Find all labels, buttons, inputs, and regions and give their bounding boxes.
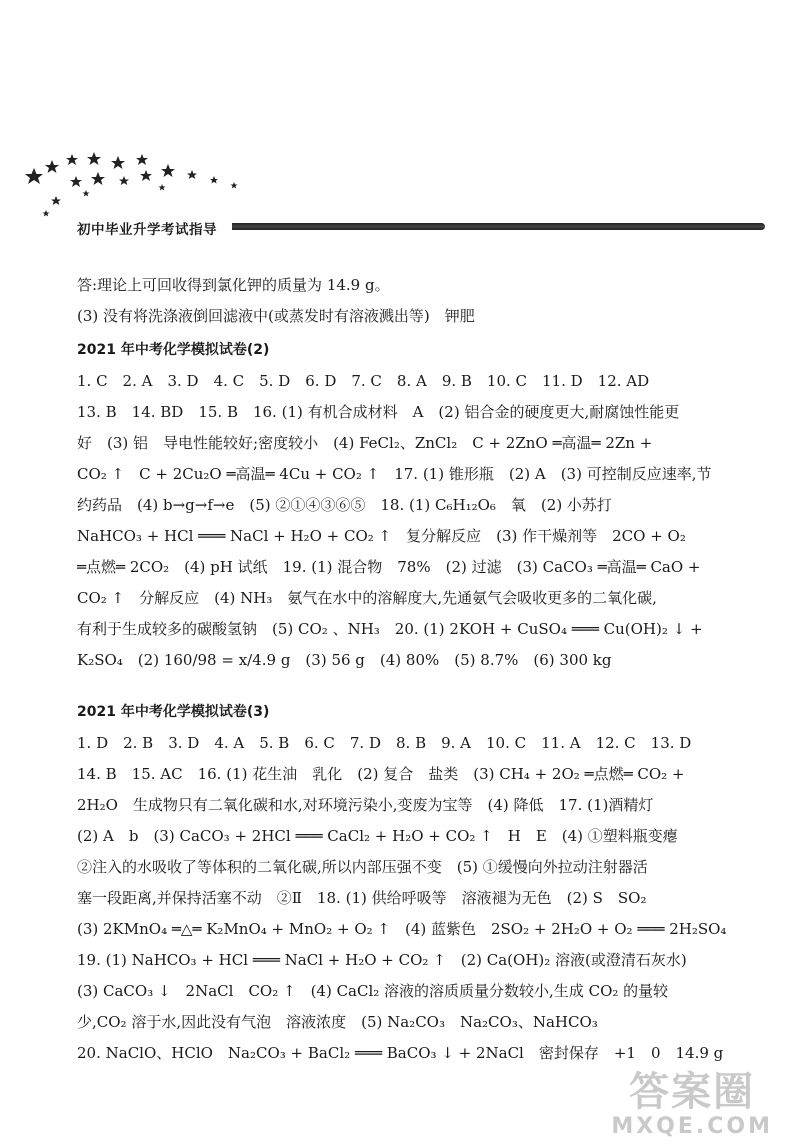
answer-line: (3) 没有将洗涤液倒回滤液中(或蒸发时有溶液溅出等) 钾肥 [77,307,475,325]
answer-line: 20. NaClO、HClO Na₂CO₃ + BaCl₂ ═══ BaCO₃ ↓ + 2NaCl 密封保存 +1 0 14.9 g [77,1044,724,1062]
answer-line: NaHCO₃ + HCl ═══ NaCl + H₂O + CO₂ ↑ 复分解反应 (3) 作干燥剂等 2CO + O₂ [77,527,686,545]
answer-line: K₂SO₄ (2) 160/98 = x/4.9 g (3) 56 g (4) 80% (5) 8.7% (6) 300 kg [77,651,612,669]
answer-line: 好 (3) 铝 导电性能较好;密度较小 (4) FeCl₂、ZnCl₂ C + 2ZnO ═高温═ 2Zn + [77,434,653,452]
answer-line: 答:理论上可回收得到氯化钾的质量为 14.9 g。 [77,276,390,294]
watermark-title: 答案圈 [629,1069,756,1115]
answer-line: 14. B 15. AC 16. (1) 花生油 乳化 (2) 复合 盐类 (3) CH₄ + 2O₂ ═点燃═ CO₂ + [77,765,685,783]
answer-line: (2) A b (3) CaCO₃ + 2HCl ═══ CaCl₂ + H₂O + CO₂ ↑ H E (4) ①塑料瓶变瘪 [77,827,678,845]
section-heading: 2021 年中考化学模拟试卷(2) [77,342,270,358]
header-title: 初中毕业升学考试指导 [77,222,217,238]
answer-line: 有利于生成较多的碳酸氢钠 (5) CO₂ 、NH₃ 20. (1) 2KOH + CuSO₄ ═══ Cu(OH)₂ ↓ + [77,620,703,638]
answer-line: 少,CO₂ 溶于水,因此没有气泡 溶液浓度 (5) Na₂CO₃ Na₂CO₃、NaHCO₃ [77,1013,598,1031]
answer-line: 13. B 14. BD 15. B 16. (1) 有机合成材料 A (2) 铝合金的硬度更大,耐腐蚀性能更 [77,403,680,421]
section-gap [77,676,717,694]
answer-content [77,270,727,1069]
answer-line: CO₂ ↑ C + 2Cu₂O ═高温═ 4Cu + CO₂ ↑ 17. (1) 锥形瓶 (2) A (3) 可控制反应速率,节 [77,465,712,483]
section-heading: 2021 年中考化学模拟试卷(3) [77,704,270,720]
answer-line: 2H₂O 生成物只有二氧化碳和水,对环境污染小,变废为宝等 (4) 降低 17. (1)酒精灯 [77,796,654,814]
answer-line: 1. D 2. B 3. D 4. A 5. B 6. C 7. D 8. B 9. A 10. C 11. A 12. C 13. D [77,734,692,752]
answer-line: ═点燃═ 2CO₂ (4) pH 试纸 19. (1) 混合物 78% (2) 过滤 (3) CaCO₃ ═高温═ CaO + [77,558,701,576]
answer-line: 约药品 (4) b→g→f→e (5) ②①④③⑥⑤ 18. (1) C₆H₁₂O₆ 氧 (2) 小苏打 [77,496,612,514]
answer-line: ②注入的水吸收了等体积的二氧化碳,所以内部压强不变 (5) ①缓慢向外拉动注射器活 [77,858,648,876]
answer-line: (3) 2KMnO₄ ═△═ K₂MnO₄ + MnO₂ + O₂ ↑ (4) 蓝紫色 2SO₂ + 2H₂O + O₂ ═══ 2H₂SO₄ [77,920,727,938]
watermark [611,1069,773,1139]
answer-line: (3) CaCO₃ ↓ 2NaCl CO₂ ↑ (4) CaCl₂ 溶液的溶质质量分数较小,生成 CO₂ 的量较 [77,982,669,1000]
answer-line: 19. (1) NaHCO₃ + HCl ═══ NaCl + H₂O + CO₂ ↑ (2) Ca(OH)₂ 溶液(或澄清石灰水) [77,951,687,969]
watermark-url: MXQE.COM [611,1114,773,1139]
header-rule [232,223,765,230]
answer-line: CO₂ ↑ 分解反应 (4) NH₃ 氨气在水中的溶解度大,先通氨气会吸收更多的二氧化碳, [77,589,657,607]
answer-line: 1. C 2. A 3. D 4. C 5. D 6. D 7. C 8. A 9. B 10. C 11. D 12. AD [77,372,650,390]
answer-line: 塞一段距离,并保持活塞不动 ②Ⅱ 18. (1) 供给呼吸等 溶液褪为无色 (2) S SO₂ [77,889,647,907]
